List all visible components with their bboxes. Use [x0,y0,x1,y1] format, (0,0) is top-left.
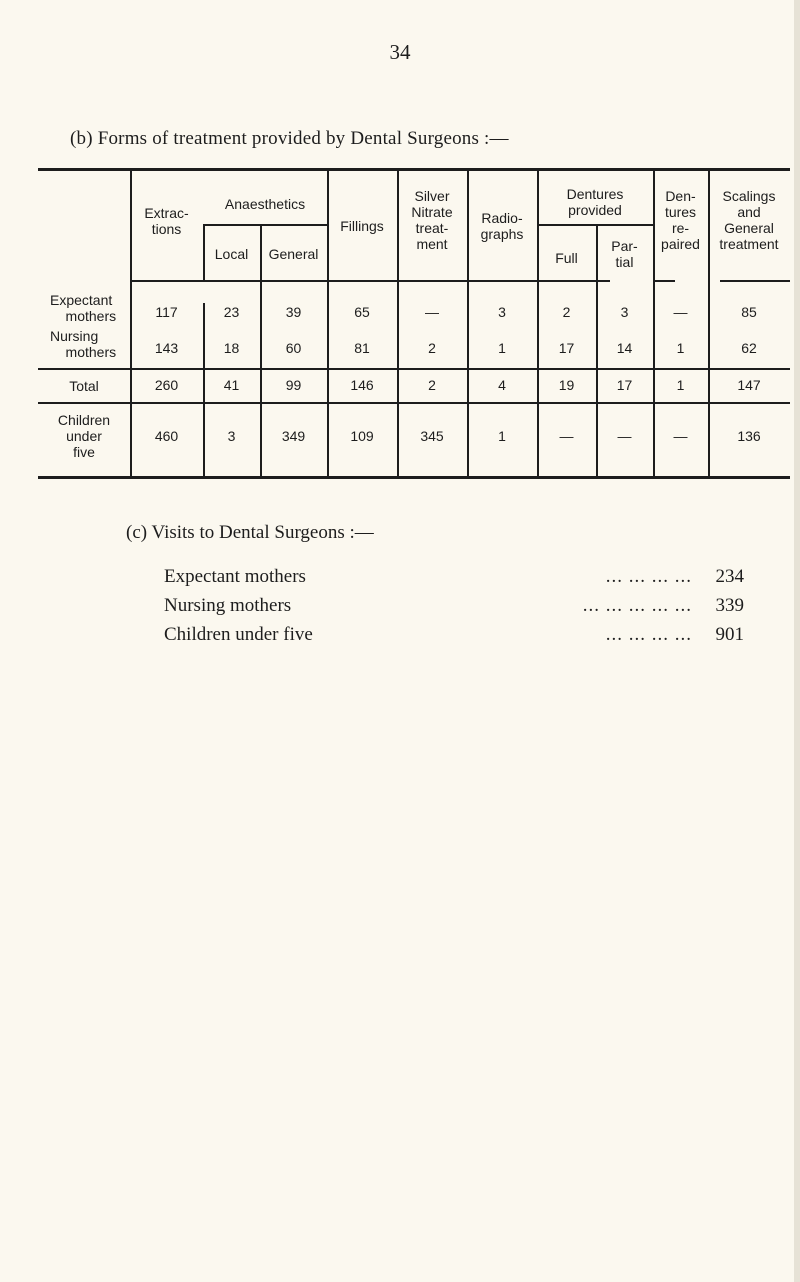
dentures-underline [537,224,653,226]
cell-local: 23 [223,304,240,320]
cell-general: 99 [285,377,302,393]
cell-fillings: 65 [354,304,370,320]
visit-label: Children under five [164,624,313,645]
cell-fillings: 146 [350,377,374,393]
anaesthetics-underline [203,224,327,226]
row-label-total: Total [69,378,99,394]
cell-extractions: 460 [154,428,179,444]
row-label-children: Children under five [57,412,111,460]
list-item [164,595,744,617]
header-bottom-rule [720,280,790,282]
list-item [164,566,744,588]
header-anaesthetics: Anaesthetics [224,196,306,212]
visit-value: 901 [715,624,744,645]
cell-extractions: 143 [154,340,179,356]
cell-radiographs: 3 [498,304,506,320]
list-item [164,624,744,646]
visit-value: 234 [715,566,744,587]
row-label-expectant: Expectant mothers [50,292,117,324]
header-general: General [268,246,319,262]
page-number: 34 [389,40,411,64]
cell-partial: — [617,428,632,444]
visit-label: Nursing mothers [164,595,292,616]
cell-full: — [559,428,574,444]
cell-repaired: — [673,428,688,444]
leader-dots: ... ... ... ... [605,566,692,587]
cell-partial: 3 [620,304,629,320]
cell-fillings: 81 [354,340,370,356]
cell-silver-nitrate: 2 [428,340,436,356]
cell-partial: 17 [616,377,633,393]
header-silver-nitrate: Silver Nitrate treat- ment [411,188,453,252]
table-bottom-rule [38,476,790,479]
header-dentures-provided: Dentures provided [566,186,624,218]
cell-full: 2 [562,304,571,320]
cell-repaired: 1 [676,340,685,356]
cell-radiographs: 4 [498,377,506,393]
section-b-heading: (b) Forms of treatment provided by Dental Surgeons :— [70,128,509,149]
cell-full: 19 [558,377,575,393]
cell-general: 60 [285,340,302,356]
cell-full: 17 [558,340,575,356]
cell-repaired: 1 [676,377,685,393]
total-top-rule [38,368,790,370]
header-fillings: Fillings [340,218,384,234]
cell-extractions: 260 [154,377,179,393]
header-extractions: Extrac- tions [144,205,189,237]
cell-partial: 14 [616,340,633,356]
header-bottom-rule [130,280,610,282]
visit-value: 339 [715,595,744,616]
row-label-nursing: Nursing mothers [50,328,117,360]
cell-scalings: 85 [741,304,757,320]
table-top-rule [38,168,790,171]
header-scalings: Scalings and General treatment [719,188,779,252]
cell-silver-nitrate: 2 [428,377,436,393]
cell-fillings: 109 [350,428,374,444]
cell-local: 41 [223,377,240,393]
cell-local: 3 [227,428,236,444]
header-partial: Par- tial [611,238,638,270]
visit-label: Expectant mothers [164,566,306,587]
cell-general: 39 [285,304,302,320]
header-radiographs: Radio- graphs [480,210,524,242]
page-edge-shadow [794,0,800,1282]
cell-scalings: 147 [737,377,761,393]
leader-dots: ... ... ... ... ... [582,595,692,616]
cell-silver-nitrate: — [425,304,439,320]
cell-extractions: 117 [155,304,178,320]
header-bottom-rule [655,280,675,282]
header-full: Full [555,250,578,266]
header-dentures-repaired: Den- tures re- paired [661,188,700,252]
header-local: Local [214,246,249,262]
cell-scalings: 62 [741,340,757,356]
cell-radiographs: 1 [498,340,506,356]
section-c-heading: (c) Visits to Dental Surgeons :— [126,522,374,543]
cell-radiographs: 1 [498,428,506,444]
cell-scalings: 136 [737,428,761,444]
cell-local: 18 [223,340,240,356]
cell-silver-nitrate: 345 [420,428,444,444]
total-bottom-rule [38,402,790,404]
cell-repaired: — [673,304,688,320]
cell-general: 349 [281,428,306,444]
leader-dots: ... ... ... ... [605,624,692,645]
